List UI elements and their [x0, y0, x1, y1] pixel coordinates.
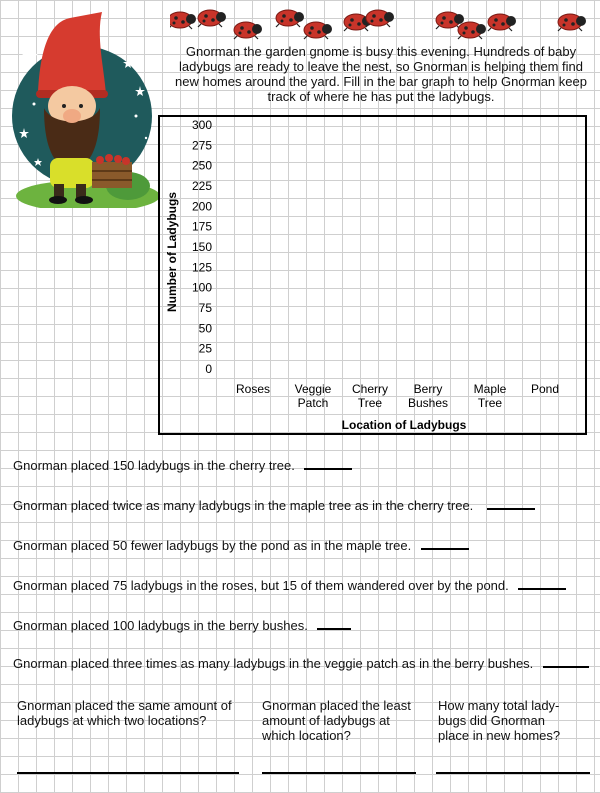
y-tick-label: 25 — [198, 341, 212, 356]
question-3-text: Gnorman placed 50 fewer ladybugs by the pond as in the maple tree. — [13, 538, 412, 553]
x-axis-label: Location of Ladybugs — [341, 418, 467, 432]
y-tick-label: 150 — [191, 240, 212, 254]
y-tick-label: 75 — [198, 301, 212, 315]
ladybug-decoration-row — [170, 8, 590, 42]
final-question-total: How many total lady-bugs did Gnorman place in new homes? — [438, 698, 561, 743]
y-tick-label: 200 — [191, 199, 212, 214]
answer-line-least[interactable] — [262, 772, 416, 774]
y-tick-label: 250 — [191, 158, 212, 173]
bar-graph[interactable] — [158, 115, 587, 435]
question-5 — [13, 618, 351, 633]
answer-line-same[interactable] — [17, 772, 239, 774]
y-tick-label: 275 — [191, 138, 212, 153]
y-tick-label: 300 — [191, 118, 212, 132]
question-3 — [13, 538, 469, 553]
ladybug-icon — [558, 14, 586, 31]
intro-text: Gnorman the garden gnome is busy this evening. Hundreds of baby ladybugs are ready to leave the nest, so Gnorman is helping them find new homes around the yard. Fill in the bar graph to help Gnorman keep track of where he has put the ladybugs. — [175, 44, 587, 104]
y-tick-label: 225 — [191, 179, 212, 193]
answer-line-total[interactable] — [436, 772, 590, 774]
x-category-label: Maple Tree — [473, 382, 507, 410]
y-tick-label: 0 — [205, 362, 212, 376]
question-1 — [13, 458, 352, 473]
x-category-label: Pond — [530, 382, 560, 396]
answer-blank-6[interactable] — [543, 656, 589, 668]
ladybug-icon — [304, 22, 332, 39]
question-5-text: Gnorman placed 100 ladybugs in the berry bushes. — [13, 618, 308, 633]
question-1-text: Gnorman placed 150 ladybugs in the cherry tree. — [13, 458, 295, 473]
question-4-text: Gnorman placed 75 ladybugs in the roses, but 15 of them wandered over by the pond. — [13, 578, 509, 593]
answer-blank-4[interactable] — [518, 578, 566, 590]
ladybug-icon — [488, 14, 516, 31]
question-6 — [13, 656, 589, 671]
question-2-text: Gnorman placed twice as many ladybugs in the maple tree as in the cherry tree. — [13, 498, 474, 513]
ladybug-icon — [276, 10, 304, 27]
answer-blank-1[interactable] — [304, 458, 352, 470]
question-6-text: Gnorman placed three times as many ladybugs in the veggie patch as in the berry bushes. — [13, 656, 534, 671]
answer-blank-2[interactable] — [487, 498, 535, 510]
ladybug-icon — [198, 10, 226, 27]
y-tick-label: 125 — [191, 260, 212, 275]
final-question-same: Gnorman placed the same amount of ladybugs at which two locations? — [17, 698, 232, 728]
ladybug-icon — [458, 22, 486, 39]
y-tick-label: 100 — [191, 280, 212, 295]
question-4 — [13, 578, 566, 593]
x-category-label: Berry Bushes — [407, 382, 449, 410]
x-category-label: Veggie Patch — [294, 382, 332, 410]
gnome-illustration — [10, 8, 168, 208]
x-category-label: Roses — [235, 382, 271, 396]
final-question-least: Gnorman placed the least amount of ladybugs at which location? — [262, 698, 411, 743]
y-tick-label: 175 — [191, 219, 212, 234]
ladybug-icon — [366, 10, 394, 27]
y-tick-label: 50 — [198, 321, 212, 336]
ladybug-icon — [170, 12, 196, 29]
y-axis-label: Number of Ladybugs — [165, 191, 179, 313]
answer-blank-5[interactable] — [317, 618, 351, 630]
answer-blank-3[interactable] — [421, 538, 469, 550]
x-category-label: Cherry Tree — [351, 382, 389, 410]
ladybug-icon — [234, 22, 262, 39]
question-2 — [13, 498, 535, 513]
